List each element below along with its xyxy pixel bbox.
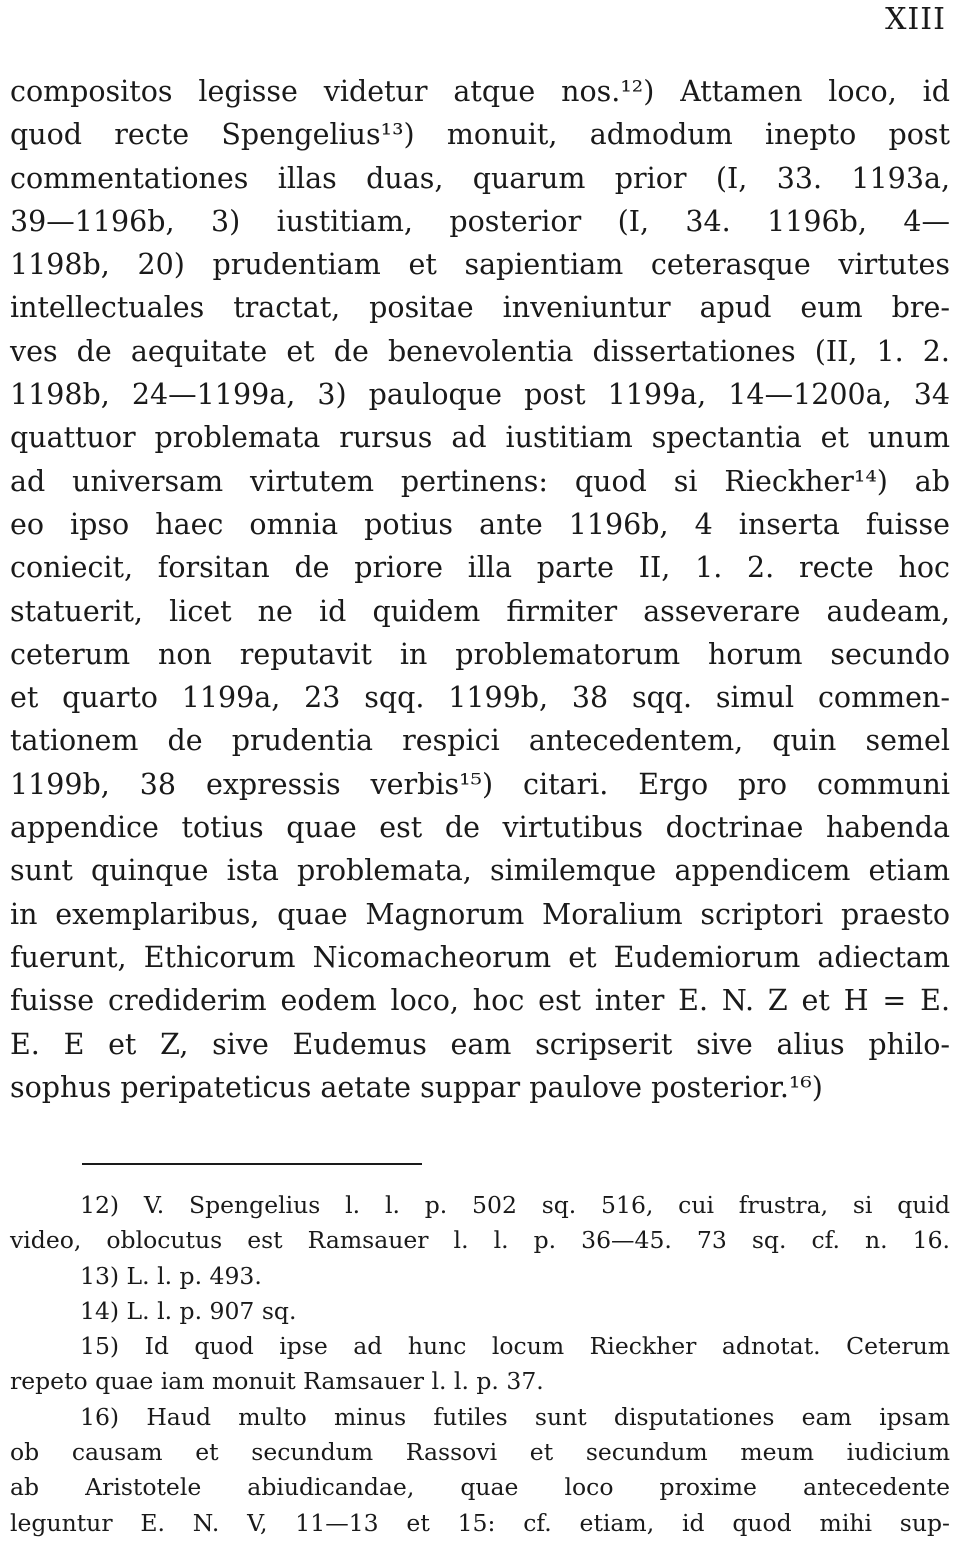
text-line: ves de aequitate et de benevolentia dissertationes (II, 1. 2. <box>10 334 950 368</box>
footnote-line: 14) L. l. p. 907 sq. <box>80 1296 297 1325</box>
footnotes <box>10 1188 950 1541</box>
text-line: 1198b, 20) prudentiam et sapientiam ceterasque virtutes <box>10 248 950 282</box>
footnote-line: leguntur E. N. V, 11—13 et 15: cf. etiam, id quod mihi sup- <box>10 1508 950 1537</box>
text-line: sunt quinque ista problemata, similemque appendicem etiam <box>10 854 950 888</box>
text-line: ad universam virtutem pertinens: quod si Rieckher¹⁴) ab <box>10 464 950 498</box>
footnote-separator <box>82 1163 422 1165</box>
text-line: fuisse crediderim eodem loco, hoc est inter E. N. Z et H = E. <box>10 984 950 1018</box>
text-line: ceterum non reputavit in problematorum horum secundo <box>10 637 950 671</box>
footnote-line: ob causam et secundum Rassovi et secundum meum iudicium <box>10 1438 950 1467</box>
text-line: commentationes illas duas, quarum prior (I, 33. 1193a, <box>10 161 950 195</box>
text-line: 39—1196b, 3) iustitiam, posterior (I, 34. 1196b, 4— <box>10 204 950 238</box>
text-line: 1199b, 38 expressis verbis¹⁵) citari. Ergo pro communi <box>10 767 950 801</box>
text-line: 1198b, 24—1199a, 3) pauloque post 1199a, 14—1200a, 34 <box>10 378 950 412</box>
text-line: coniecit, forsitan de priore illa parte II, 1. 2. recte hoc <box>10 551 950 585</box>
text-line: in exemplaribus, quae Magnorum Moralium scriptori praesto <box>10 897 950 931</box>
footnote-line: repeto quae iam monuit Ramsauer l. l. p. 37. <box>10 1367 544 1396</box>
text-line: sophus peripateticus aetate suppar paulove posterior.¹⁶) <box>10 1070 823 1104</box>
text-line: et quarto 1199a, 23 sqq. 1199b, 38 sqq. simul commen- <box>10 681 950 715</box>
main-text <box>10 70 950 1109</box>
text-line: statuerit, licet ne id quidem firmiter asseverare audeam, <box>10 594 950 628</box>
page-number: XIII <box>885 2 946 37</box>
footnote-line: 13) L. l. p. 493. <box>80 1261 262 1290</box>
text-line: intellectuales tractat, positae inveniuntur apud eum bre- <box>10 291 950 325</box>
text-line: compositos legisse videtur atque nos.¹²) Attamen loco, id <box>10 75 950 108</box>
footnote-line: 16) Haud multo minus futiles sunt disputationes eam ipsam <box>80 1402 950 1431</box>
text-line: quod recte Spengelius¹³) monuit, admodum inepto post <box>10 118 950 152</box>
text-line: appendice totius quae est de virtutibus doctrinae habenda <box>10 811 950 845</box>
footnote-line: 15) Id quod ipse ad hunc locum Rieckher adnotat. Ceterum <box>80 1332 950 1361</box>
text-line: E. E et Z, sive Eudemus eam scripserit sive alius philo- <box>10 1027 950 1061</box>
text-line: tationem de prudentia respici antecedentem, quin semel <box>10 724 950 758</box>
text-line: eo ipso haec omnia potius ante 1196b, 4 inserta fuisse <box>10 507 950 541</box>
footnote-line: ab Aristotele abiudicandae, quae loco proxime antecedente <box>10 1473 950 1502</box>
text-line: quattuor problemata rursus ad iustitiam spectantia et unum <box>10 421 950 455</box>
footnote-line: video, oblocutus est Ramsauer l. l. p. 36—45. 73 sq. cf. n. 16. <box>10 1226 950 1255</box>
footnote-line: 12) V. Spengelius l. l. p. 502 sq. 516, cui frustra, si quid <box>80 1191 950 1219</box>
text-line: fuerunt, Ethicorum Nicomacheorum et Eudemiorum adiectam <box>10 940 950 974</box>
